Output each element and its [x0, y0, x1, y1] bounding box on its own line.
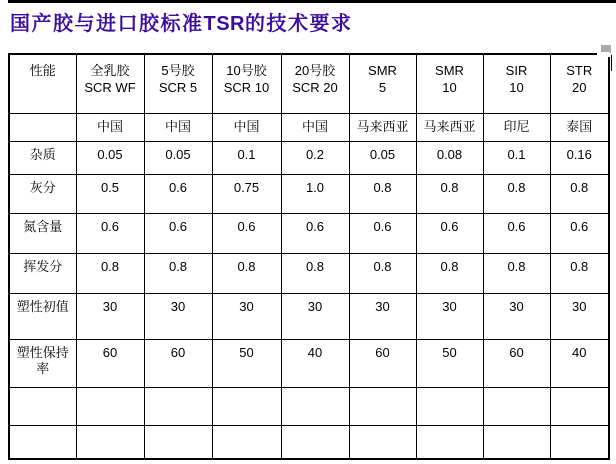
- empty-cell: [9, 425, 76, 459]
- grade-code: 10: [509, 79, 524, 95]
- country-cell: 印尼: [483, 113, 550, 141]
- empty-cell: [212, 425, 281, 459]
- empty-row: [9, 387, 609, 425]
- title-prefix: 国产胶与进口胶标准: [10, 13, 204, 35]
- grade-name: 5号胶: [161, 63, 195, 78]
- value-cell: 0.8: [416, 253, 483, 293]
- value-cell: 0.8: [483, 253, 550, 293]
- grade-header-cell: [281, 54, 349, 113]
- value-cell: 0.2: [281, 141, 349, 174]
- grade-code: 5: [378, 79, 387, 95]
- grade-header-cell: [76, 54, 144, 113]
- page-title: [10, 7, 353, 36]
- value-cell: 0.8: [550, 174, 609, 213]
- empty-cell: [349, 387, 416, 425]
- title-suffix: 的技术要求: [245, 13, 353, 35]
- empty-cell: [416, 387, 483, 425]
- data-row: [9, 174, 609, 213]
- country-cell: 马来西亚: [349, 113, 416, 141]
- top-border-line: [8, 0, 616, 3]
- table-header-row: [9, 54, 609, 113]
- value-cell: 0.6: [416, 213, 483, 253]
- value-cell: 30: [416, 293, 483, 339]
- value-cell: 30: [281, 293, 349, 339]
- value-cell: 0.05: [144, 141, 212, 174]
- country-cell: 中国: [76, 113, 144, 141]
- grade-code: 20: [572, 79, 587, 95]
- empty-cell: [76, 425, 144, 459]
- country-cell: 马来西亚: [416, 113, 483, 141]
- value-cell: 0.8: [144, 253, 212, 293]
- empty-cell: [144, 387, 212, 425]
- row-label: 塑性初值: [9, 293, 76, 339]
- empty-cell: [281, 387, 349, 425]
- value-cell: 30: [144, 293, 212, 339]
- value-cell: 0.8: [349, 253, 416, 293]
- grade-name: SMR: [368, 63, 397, 78]
- title-highlight: TSR: [203, 13, 245, 35]
- empty-cell: [212, 387, 281, 425]
- data-row: [9, 141, 609, 174]
- value-cell: 0.8: [550, 253, 609, 293]
- value-cell: 0.6: [212, 213, 281, 253]
- value-cell: 0.1: [212, 141, 281, 174]
- value-cell: 40: [281, 339, 349, 387]
- grade-code: SCR 5: [158, 79, 198, 95]
- data-row: [9, 213, 609, 253]
- empty-cell: [416, 425, 483, 459]
- value-cell: 30: [483, 293, 550, 339]
- spec-table: [8, 53, 610, 460]
- empty-row: [9, 425, 609, 459]
- value-cell: 0.6: [76, 213, 144, 253]
- country-cell: 中国: [281, 113, 349, 141]
- empty-cell: [9, 387, 76, 425]
- value-cell: 0.6: [144, 213, 212, 253]
- value-cell: 0.6: [281, 213, 349, 253]
- empty-cell: [483, 387, 550, 425]
- perf-header-cell: 性能: [9, 54, 76, 113]
- country-cell: 中国: [144, 113, 212, 141]
- value-cell: 0.16: [550, 141, 609, 174]
- value-cell: 0.6: [550, 213, 609, 253]
- value-cell: 0.6: [483, 213, 550, 253]
- value-cell: 0.08: [416, 141, 483, 174]
- grade-header-cell: [550, 54, 609, 113]
- corner-artifact-line: [611, 55, 612, 71]
- value-cell: 30: [212, 293, 281, 339]
- empty-cell: [281, 425, 349, 459]
- grade-code: 10: [442, 79, 457, 95]
- row-label: 塑性保持率: [9, 339, 76, 387]
- value-cell: 0.6: [349, 213, 416, 253]
- value-cell: 0.8: [349, 174, 416, 213]
- grade-header-cell: [144, 54, 212, 113]
- value-cell: 0.6: [144, 174, 212, 213]
- grade-header-cell: [349, 54, 416, 113]
- grade-header-cell: [212, 54, 281, 113]
- value-cell: 0.8: [212, 253, 281, 293]
- row-label: 挥发分: [9, 253, 76, 293]
- grade-code: SCR 10: [223, 79, 270, 95]
- value-cell: 60: [76, 339, 144, 387]
- value-cell: 30: [76, 293, 144, 339]
- value-cell: 0.1: [483, 141, 550, 174]
- value-cell: 0.8: [76, 253, 144, 293]
- value-cell: 50: [212, 339, 281, 387]
- grade-code: SCR WF: [84, 79, 136, 95]
- value-cell: 60: [349, 339, 416, 387]
- data-row: [9, 253, 609, 293]
- empty-cell: [550, 425, 609, 459]
- value-cell: 0.05: [349, 141, 416, 174]
- empty-corner-cell: [9, 113, 76, 141]
- grade-name: 20号胶: [294, 63, 336, 78]
- empty-cell: [349, 425, 416, 459]
- value-cell: 0.05: [76, 141, 144, 174]
- value-cell: 0.5: [76, 174, 144, 213]
- empty-cell: [76, 387, 144, 425]
- corner-border-notch: [597, 52, 610, 57]
- value-cell: 0.8: [281, 253, 349, 293]
- row-label: 灰分: [9, 174, 76, 213]
- value-cell: 50: [416, 339, 483, 387]
- row-label: 氮含量: [9, 213, 76, 253]
- grade-header-cell: [483, 54, 550, 113]
- country-cell: 中国: [212, 113, 281, 141]
- grade-name: SMR: [435, 63, 464, 78]
- data-row: [9, 339, 609, 387]
- empty-cell: [550, 387, 609, 425]
- empty-cell: [144, 425, 212, 459]
- grade-code: SCR 20: [292, 79, 338, 95]
- country-cell: 泰国: [550, 113, 609, 141]
- grade-name: STR: [566, 63, 593, 78]
- value-cell: 60: [144, 339, 212, 387]
- value-cell: 30: [349, 293, 416, 339]
- value-cell: 60: [483, 339, 550, 387]
- grade-header-cell: [416, 54, 483, 113]
- grade-name: 全乳胶: [90, 63, 130, 78]
- value-cell: 40: [550, 339, 609, 387]
- data-row: [9, 293, 609, 339]
- grade-name: 10号胶: [226, 63, 267, 78]
- value-cell: 1.0: [281, 174, 349, 213]
- empty-cell: [483, 425, 550, 459]
- grade-name: SIR: [505, 63, 528, 78]
- row-label: 杂质: [9, 141, 76, 174]
- value-cell: 0.8: [483, 174, 550, 213]
- value-cell: 30: [550, 293, 609, 339]
- country-row: [9, 113, 609, 141]
- value-cell: 0.8: [416, 174, 483, 213]
- value-cell: 0.75: [212, 174, 281, 213]
